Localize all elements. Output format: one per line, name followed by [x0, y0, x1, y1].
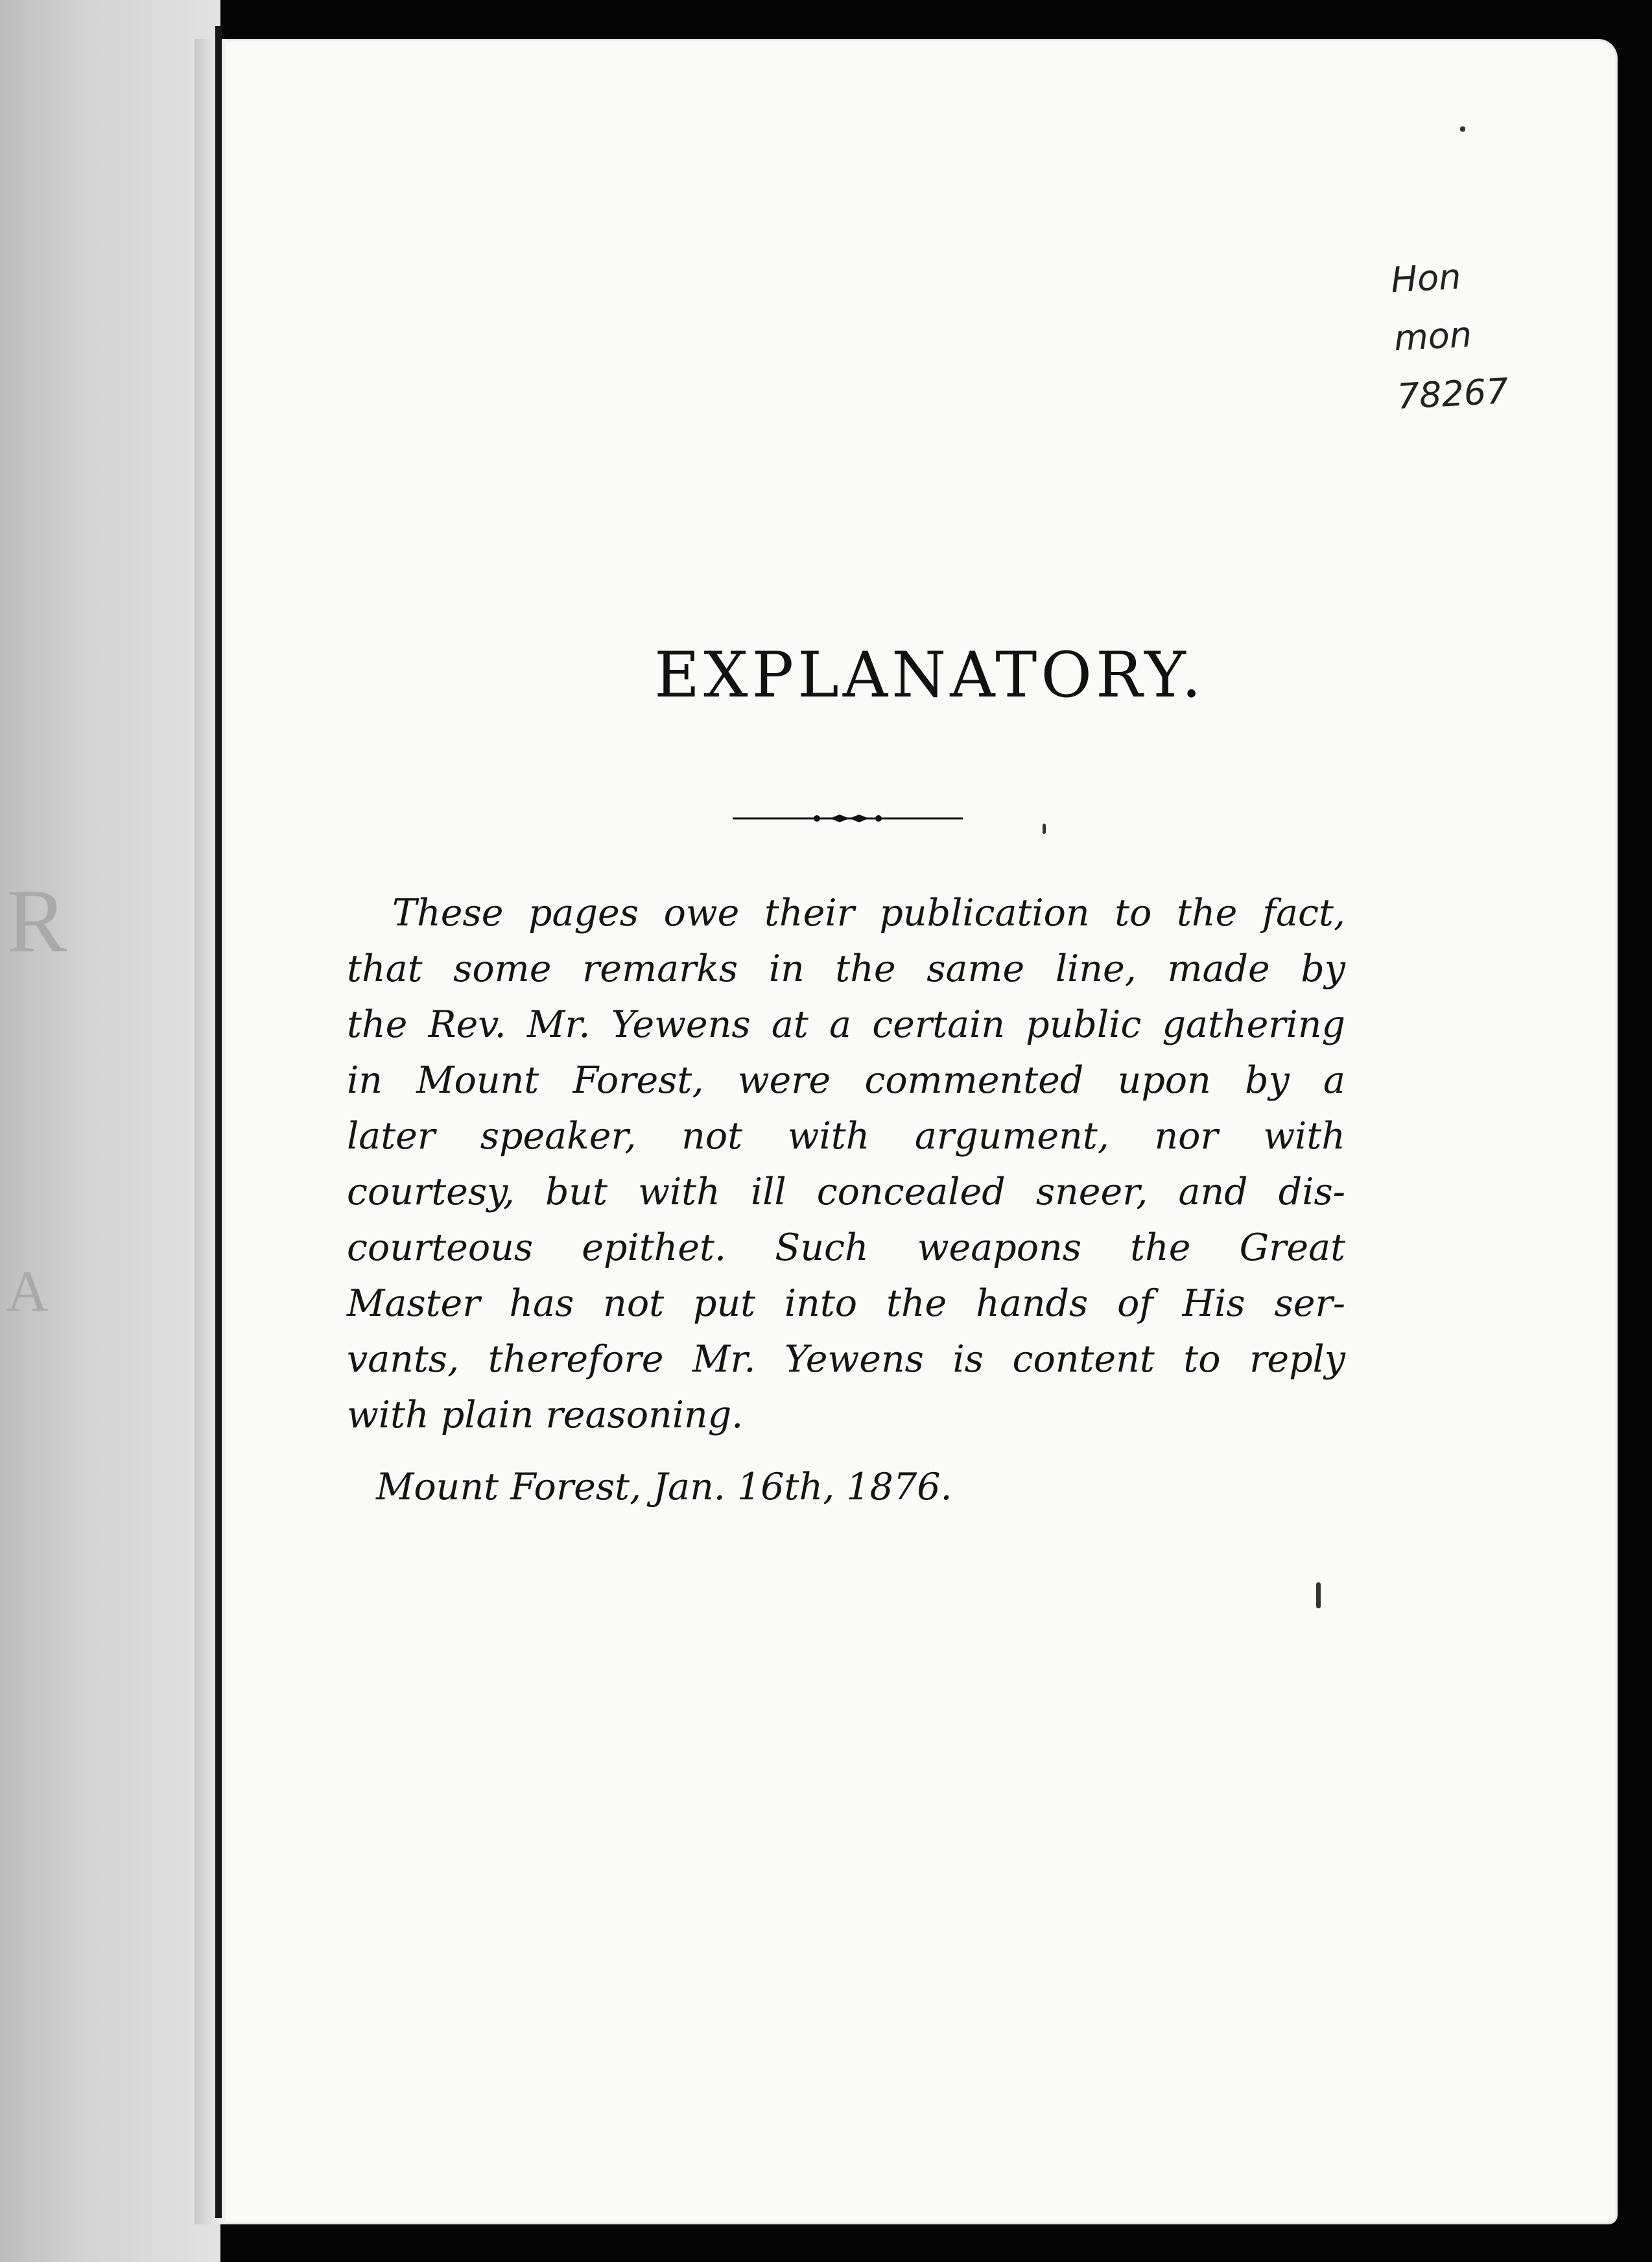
paragraph-line: vants, therefore Mr. Yewens is content to reply [347, 1338, 1345, 1381]
paragraph-line: courtesy, but with ill concealed sneer, and dis- [347, 1171, 1345, 1213]
facing-page-strip [0, 0, 220, 2262]
bleed-through-mark: A [6, 1259, 49, 1324]
paragraph-line: courteous epithet. Such weapons the Great [347, 1226, 1345, 1269]
scan-speck [1316, 1582, 1321, 1608]
ornament-icon [733, 809, 963, 828]
paragraph-line: Master has not put into the hands of His ser- [347, 1282, 1345, 1325]
explanatory-paragraph [347, 885, 1345, 1443]
paragraph-line: that some remarks in the same line, made by [347, 947, 1345, 990]
handwritten-note-line: Hon [1389, 256, 1462, 301]
scan-speck [1043, 824, 1046, 834]
bleed-through-mark: R [6, 871, 67, 971]
paragraph-line: later speaker, not with argument, nor with [347, 1115, 1345, 1158]
paragraph-line: with plain reasoning. [347, 1394, 744, 1436]
page-title: EXPLANATORY. [654, 639, 1205, 711]
paragraph-line: the Rev. Mr. Yewens at a certain public gathering [347, 1003, 1345, 1046]
scan-speck [1460, 126, 1465, 132]
book-spine-line [215, 26, 222, 2218]
ornamental-rule [733, 809, 963, 811]
handwritten-note-line: 78267 [1396, 370, 1510, 418]
handwritten-note-line: mon [1393, 314, 1473, 359]
paragraph-line: These pages owe their publication to the fact, [392, 892, 1345, 935]
place-and-date: Mount Forest, Jan. 16th, 1876. [376, 1466, 952, 1508]
handwritten-catalog-note [1389, 242, 1580, 426]
paragraph-line: in Mount Forest, were commented upon by a [347, 1059, 1345, 1102]
